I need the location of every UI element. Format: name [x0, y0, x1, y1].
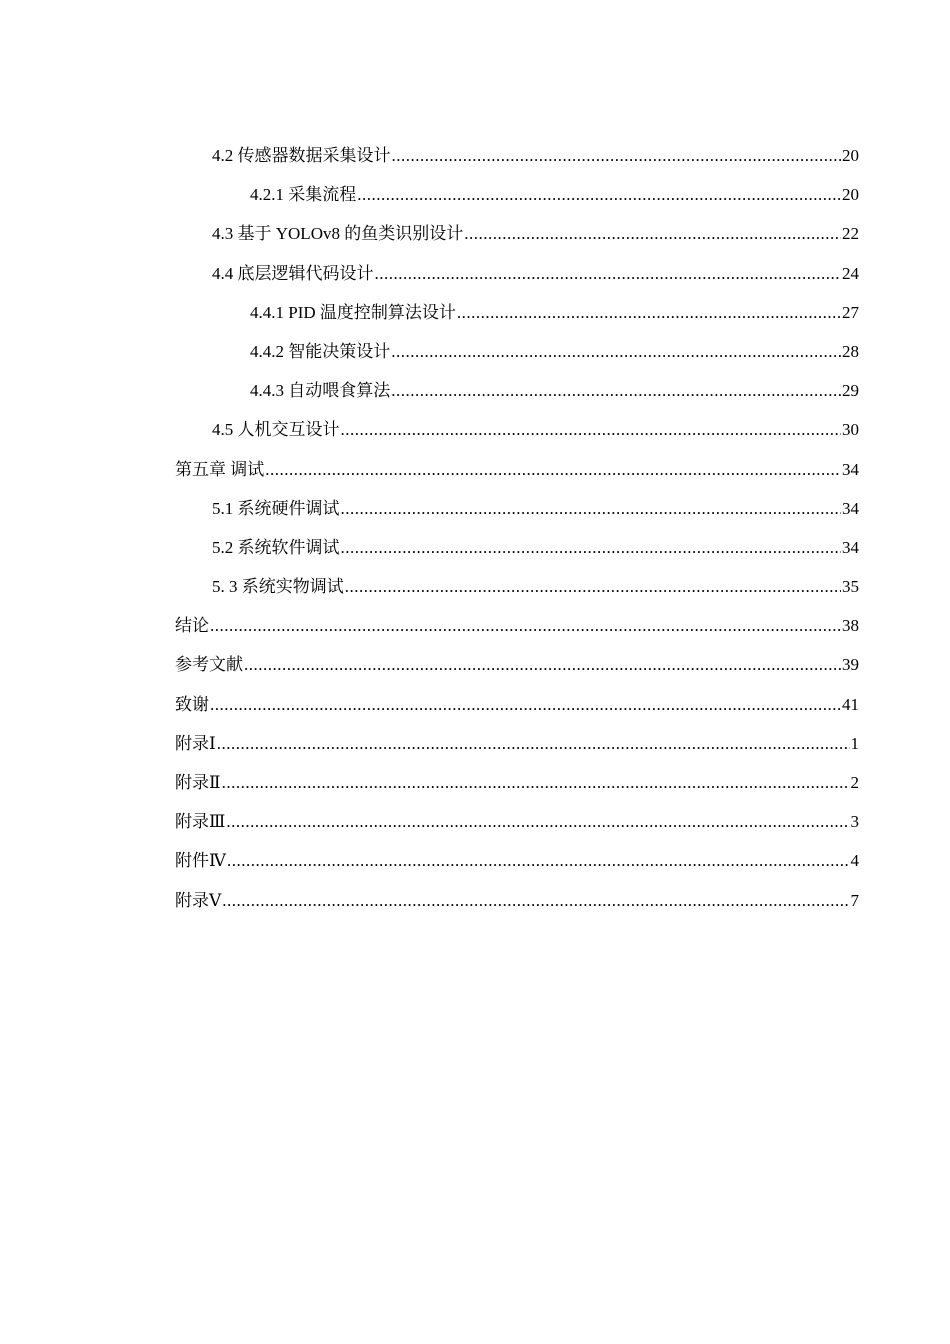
toc-leader-dots: [226, 802, 849, 841]
toc-entry-page: 34: [842, 498, 859, 518]
toc-entry-page: 2: [850, 773, 859, 792]
toc-leader-dots: [244, 645, 841, 684]
toc-entry[interactable]: [0, 371, 950, 410]
toc-leader-dots: [222, 763, 850, 802]
toc-entry-page: 29: [842, 381, 859, 401]
toc-entry-title: 结论: [175, 616, 209, 636]
toc-entry-page: 4: [850, 851, 859, 871]
toc-leader-dots: [341, 528, 842, 567]
toc-entry[interactable]: [0, 214, 950, 253]
toc-entry[interactable]: [0, 136, 950, 175]
toc-entry[interactable]: [0, 489, 950, 528]
toc-entry-title: 5. 3 系统实物调试: [212, 577, 344, 597]
toc-leader-dots: [217, 724, 850, 763]
toc-leader-dots: [210, 685, 841, 724]
toc-entry-title: 附录Ⅱ: [175, 773, 221, 792]
toc-entry[interactable]: [0, 881, 950, 920]
toc-entry-page: 22: [842, 224, 859, 244]
toc-entry-page: 28: [842, 341, 859, 361]
toc-entry-title: 4.4.3 自动喂食算法: [250, 381, 391, 401]
toc-entry[interactable]: [0, 763, 950, 802]
toc-entry-page: 39: [842, 655, 859, 675]
toc-entry[interactable]: [0, 841, 950, 880]
toc-entry-title: 4.5 人机交互设计: [212, 420, 340, 440]
toc-leader-dots: [345, 567, 841, 606]
toc-entry-title: 4.4.1 PID 温度控制算法设计: [250, 302, 456, 322]
toc-entry[interactable]: [0, 332, 950, 371]
toc-leader-dots: [210, 606, 841, 645]
toc-entry[interactable]: [0, 410, 950, 449]
toc-entry[interactable]: [0, 175, 950, 214]
toc-leader-dots: [341, 489, 842, 528]
toc-entry-title: 参考文献: [175, 655, 243, 675]
toc-entry-page: 20: [842, 146, 859, 165]
toc-entry-title: 4.2 传感器数据采集设计: [212, 146, 391, 165]
toc-leader-dots: [357, 175, 841, 214]
toc-leader-dots: [265, 450, 841, 489]
toc-entry-page: 1: [850, 733, 859, 753]
toc-entry-title: 4.2.1 采集流程: [250, 185, 357, 205]
toc-leader-dots: [375, 254, 842, 293]
toc-entry-page: 20: [842, 185, 859, 205]
toc-entry-page: 27: [842, 302, 859, 322]
toc-entry-page: 24: [842, 263, 859, 283]
toc-entry-page: 41: [842, 694, 859, 714]
toc-entry-page: 3: [850, 812, 859, 832]
toc-entry-title: 4.4.2 智能决策设计: [250, 341, 391, 361]
toc-entry-title: 致谢: [175, 694, 209, 714]
toc-entry[interactable]: [0, 606, 950, 645]
toc-entry-title: 5.1 系统硬件调试: [212, 498, 340, 518]
toc-entry[interactable]: [0, 567, 950, 606]
toc-leader-dots: [392, 136, 842, 175]
toc-entry[interactable]: [0, 293, 950, 332]
toc-entry[interactable]: [0, 254, 950, 293]
table-of-contents: [0, 136, 950, 920]
toc-entry-page: 35: [842, 577, 859, 597]
toc-leader-dots: [222, 881, 849, 920]
toc-leader-dots: [341, 410, 842, 449]
toc-entry[interactable]: [0, 528, 950, 567]
toc-entry[interactable]: [0, 802, 950, 841]
toc-entry-title: 附录Ⅴ: [175, 890, 222, 910]
toc-entry-title: 附录Ⅰ: [175, 733, 216, 753]
toc-entry-title: 附录Ⅲ: [175, 812, 226, 832]
toc-leader-dots: [391, 332, 841, 371]
toc-entry[interactable]: [0, 724, 950, 763]
toc-entry-title: 4.4 底层逻辑代码设计: [212, 263, 374, 283]
toc-leader-dots: [457, 293, 841, 332]
toc-entry-page: 34: [842, 459, 859, 479]
toc-entry[interactable]: [0, 645, 950, 684]
toc-entry-title: 附件Ⅳ: [175, 851, 226, 871]
toc-leader-dots: [464, 214, 841, 253]
toc-leader-dots: [391, 371, 841, 410]
toc-entry-title: 5.2 系统软件调试: [212, 537, 340, 557]
toc-entry-page: 7: [850, 890, 859, 910]
toc-leader-dots: [227, 841, 850, 880]
toc-entry-page: 34: [842, 537, 859, 557]
toc-entry[interactable]: [0, 450, 950, 489]
toc-entry-title: 4.3 基于 YOLOv8 的鱼类识别设计: [212, 224, 464, 244]
toc-entry-page: 38: [842, 616, 859, 636]
toc-entry-title: 第五章 调试: [175, 459, 265, 479]
toc-entry-page: 30: [842, 420, 859, 440]
toc-entry[interactable]: [0, 685, 950, 724]
